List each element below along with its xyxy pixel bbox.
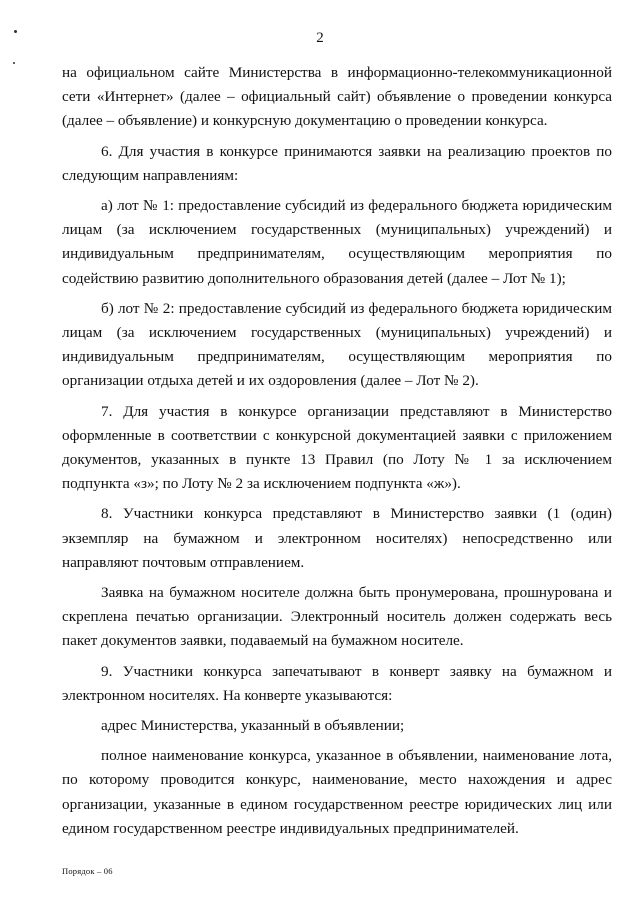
footer-label: Порядок – 06 xyxy=(62,866,113,876)
scan-speck xyxy=(13,62,15,64)
page-number: 2 xyxy=(316,30,324,46)
paragraph-8: 8. Участники конкурса представляют в Министерство заявки (1 (один) экземпляр на бумажном и электронном носителях) непосредственно или направляют почтовым отправлением. xyxy=(62,505,612,571)
paragraph-7: 7. Для участия в конкурсе организации представляют в Министерство оформленные в соответствии с конкурсной документацией заявки с приложением документов, указанных в пункте 13 Правил (по Лоту № 1 за исключением подпункта «з»; по Лоту № 2 за исключением подпункта «ж»). xyxy=(62,402,612,493)
paragraph-9: 9. Участники конкурса запечатывают в конверт заявку на бумажном и электронном носителях. На конверте указываются: xyxy=(62,662,612,704)
paragraph-8-paper-carrier: Заявка на бумажном носителе должна быть пронумерована, прошнурована и скреплена печатью организации. Электронный носитель должен содержать весь пакет документов заявки, подаваемый на бумажном носителе. xyxy=(62,584,612,650)
paragraph-intro: на официальном сайте Министерства в информационно-телекоммуникационной сети «Интернет» (далее – официальный сайт) объявление о проведении конкурса (далее – объявление) и конкурсную документацию о проведении конкурса. xyxy=(62,64,612,130)
document-body xyxy=(62,61,612,847)
paragraph-6a-lot-1: а) лот № 1: предоставление субсидий из федерального бюджета юридическим лицам (за исключением государственных (муниципальных) учреждений) и индивидуальным предпринимателям, осуществляющим мероприятия по содействию развитию дополнительного образования детей (далее – Лот № 1); xyxy=(62,197,612,287)
paragraph-9-address: адрес Министерства, указанный в объявлении; xyxy=(101,717,405,735)
paragraph-9-full-name: полное наименование конкурса, указанное в объявлении, наименование лота, по которому проводится конкурс, наименование, место нахождения и адрес организации, указанные в едином государственном реестре юридических лиц или едином государственном реестре индивидуальных предпринимателей. xyxy=(62,747,612,837)
paragraph-6: 6. Для участия в конкурсе принимаются заявки на реализацию проектов по следующим направлениям: xyxy=(62,142,612,184)
paragraph-6b-lot-2: б) лот № 2: предоставление субсидий из федерального бюджета юридическим лицам (за исключением государственных (муниципальных) учреждений) и индивидуальным предпринимателям, осуществляющим мероприятия по организации отдыха детей и их оздоровления (далее – Лот № 2). xyxy=(62,299,612,390)
